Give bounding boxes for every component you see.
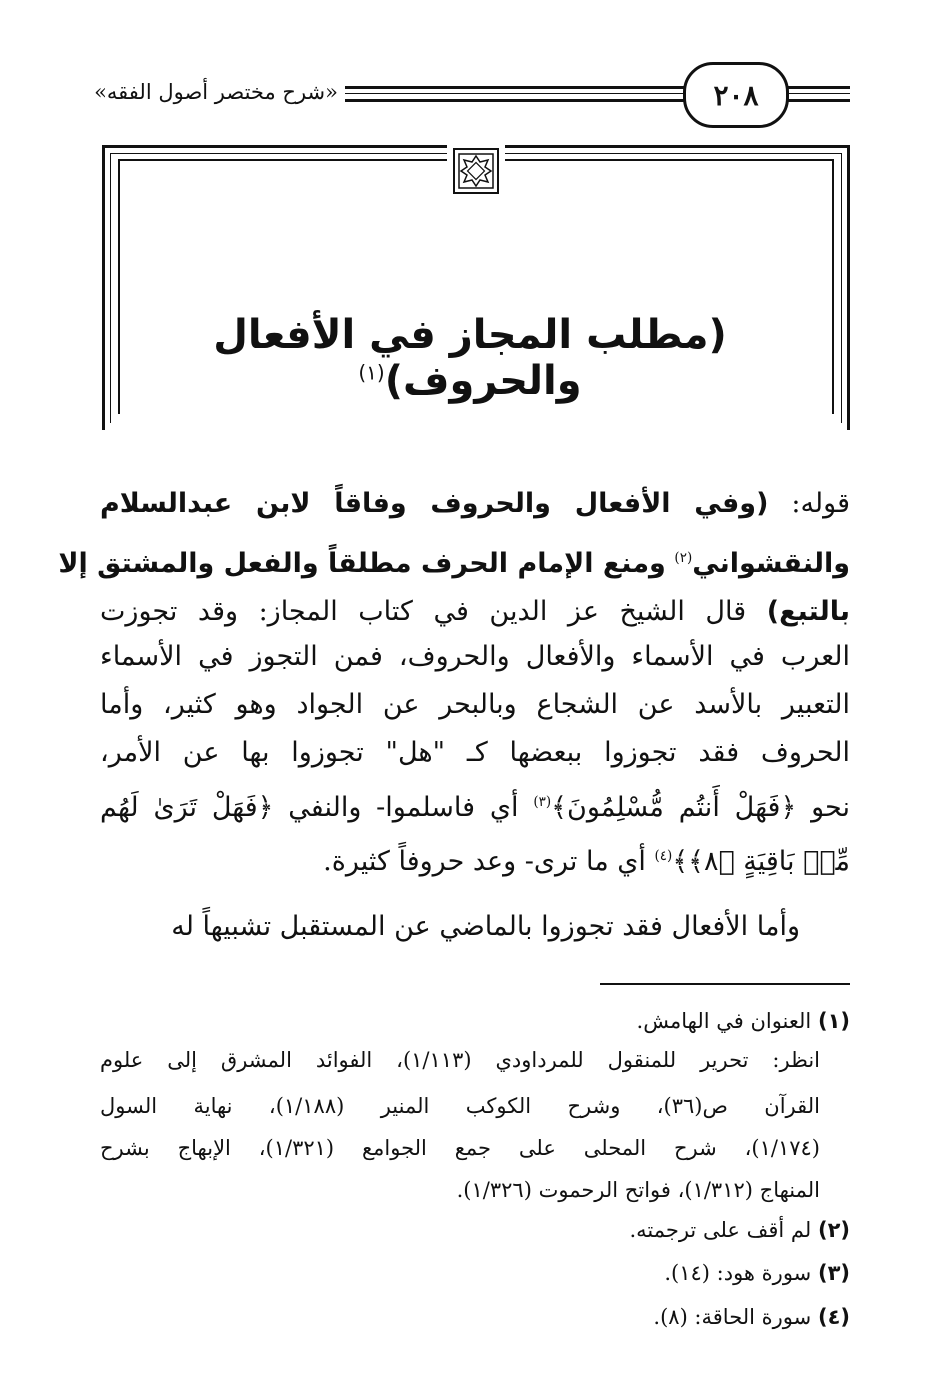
footnote-number: (٣) (817, 1261, 850, 1285)
commentary-text: العرب في الأسماء والأفعال والحروف، فمن التجوز في الأسماء (100, 641, 850, 672)
commentary-text: وأما الأفعال فقد تجوزوا بالماضي عن المستقبل تشبيهاً له (171, 911, 800, 942)
body-line (100, 637, 850, 681)
footnote-text: (١/١٧٤)، شرح المحلى على جمع الجوامع (١/٣٢١)، الإبهاج بشرح (100, 1136, 820, 1160)
footnote-1-line (100, 1044, 820, 1078)
body-line (100, 782, 850, 826)
body-line (100, 907, 800, 951)
footnote-text: سورة الحاقة: (٨). (653, 1305, 812, 1329)
footnote-ref: (٣) (533, 794, 552, 810)
footnote-text: العنوان في الهامش. (636, 1009, 812, 1033)
octagon-star-ornament-icon (452, 147, 500, 195)
body-line (100, 836, 850, 880)
quran-verse: مِّنۢ بَاقِيَةٍ ﴿٨﴾﴾ (672, 846, 850, 877)
commentary-text: أي فاسلموا- والنفي ﴿فَهَلْ تَرَىٰ لَهُم (100, 792, 519, 823)
footnote-1 (100, 1005, 850, 1039)
body-line (100, 484, 850, 528)
footnote-separator (600, 983, 850, 985)
commentary-text: قال الشيخ عز الدين في كتاب المجاز: وقد تجوزت (100, 596, 747, 627)
footnote-1-line (100, 1132, 820, 1166)
commentary-text: التعبير بالأسد عن الشجاع وبالبحر عن الجواد وهو كثير، وأما (100, 689, 850, 720)
quoted-matn: (وفي الأفعال والحروف وفاقاً لابن عبدالسلام (100, 488, 769, 519)
footnote-text: انظر: تحرير للمنقول للمرداودي (١/١١٣)، الفوائد المشرق إلى علوم (100, 1048, 820, 1072)
footnote-2 (100, 1214, 850, 1248)
chapter-footnote-ref: (١) (358, 360, 385, 385)
footnote-ref: (٢) (674, 550, 693, 566)
body-line (100, 685, 850, 729)
footnote-text: لم أقف على ترجمته. (629, 1218, 812, 1242)
footnote-4 (100, 1301, 850, 1335)
body-line (100, 592, 850, 636)
chapter-title-text: (مطلب المجاز في الأفعال والحروف) (213, 312, 727, 404)
quoted-matn: والنقشواني (692, 548, 850, 579)
footnote-text: سورة هود: (١٤). (664, 1261, 812, 1285)
footnote-1-line (100, 1090, 820, 1124)
quoted-matn: ومنع الإمام الحرف مطلقاً والفعل والمشتق إلا (58, 548, 666, 579)
footnote-number: (٤) (817, 1305, 850, 1329)
body-line (58, 538, 850, 582)
page-number-badge: ٢٠٨ (683, 62, 789, 128)
speech-lead: قوله: (791, 488, 850, 519)
footnote-1-line (100, 1174, 820, 1208)
footnote-ref: (٤) (654, 848, 673, 864)
footnote-text: المنهاج (١/٣١٢)، فواتح الرحموت (١/٣٢٦). (456, 1178, 820, 1202)
chapter-title (140, 312, 800, 404)
quoted-matn: بالتبع) (766, 596, 850, 627)
footnote-number: (١) (817, 1009, 850, 1033)
commentary-text: الحروف فقد تجوزوا ببعضها كـ "هل" تجوزوا بها عن الأمر، (100, 737, 850, 768)
footnote-number: (٢) (817, 1218, 850, 1242)
footnote-3 (100, 1257, 850, 1291)
running-header-book-title: «شرح مختصر أصول الفقه» (94, 80, 338, 104)
footnote-text: القرآن ص(٣٦)، وشرح الكوكب المنير (١/١٨٨)، نهاية السول (100, 1094, 820, 1118)
commentary-text: أي ما ترى- وعد حروفاً كثيرة. (323, 846, 646, 877)
quran-verse: نحو ﴿فَهَلْ أَنتُم مُّسْلِمُونَ﴾ (551, 792, 850, 823)
body-line (100, 733, 850, 777)
